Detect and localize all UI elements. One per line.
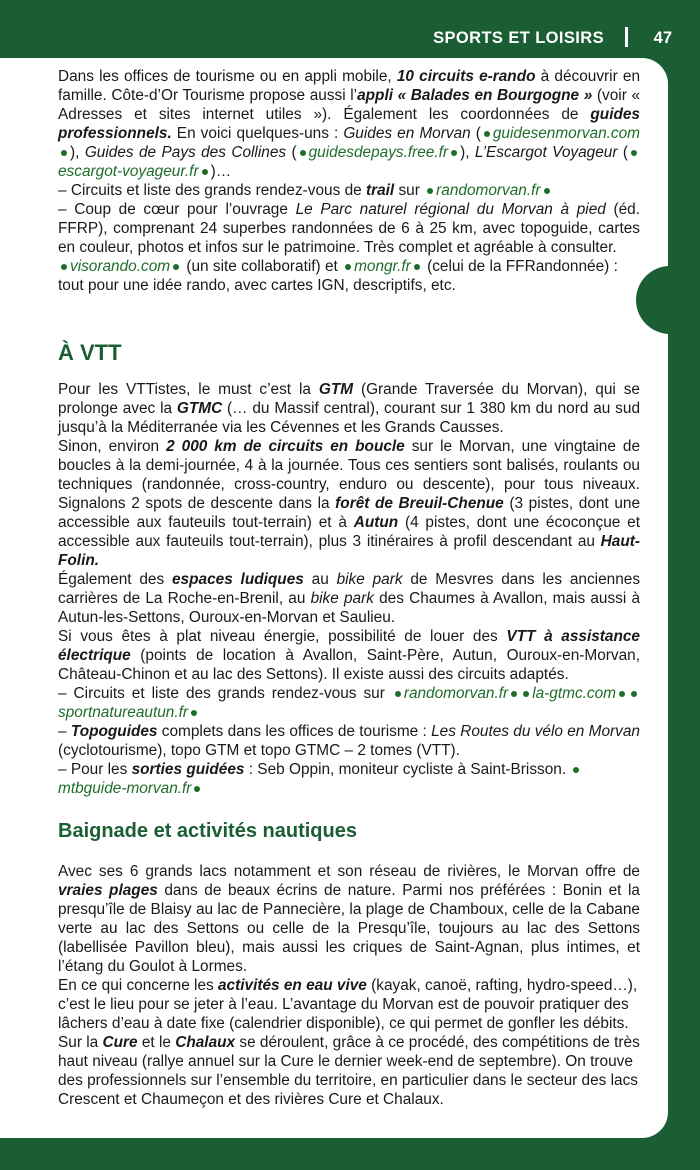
header-separator	[625, 27, 628, 47]
text-run: (un site collaboratif) et	[182, 258, 343, 275]
text-run: (kayak, canoë, rafting, hydro-speed…), c’est le lieu pour se jeter à l’eau. L’avantage du Morvan est de pouvoir pratiquer des lâchers d’eau à date fixe (calendrier disponible), ce qui permet de gonfler les débits. Sur la	[58, 977, 638, 1051]
emphasis-text: espaces ludiques	[172, 571, 304, 588]
emphasis-text: appli « Balades en Bourgogne »	[357, 87, 593, 104]
text-run: Sinon, environ	[58, 438, 167, 455]
emphasis-text: forêt de Breuil-Chenue	[335, 495, 504, 512]
text-run: Pour les VTTistes, le must c’est la	[58, 381, 319, 398]
italic-title: Guides en Morvan	[343, 125, 471, 142]
bullet-dot-icon	[395, 691, 401, 697]
emphasis-text: trail	[365, 182, 395, 199]
chapter-tab	[636, 266, 670, 334]
text-run: (3 pistes, dont une accessible aux fauteuils tout-terrain) et à	[58, 495, 640, 531]
text-run: complets dans les offices de tourisme :	[157, 723, 432, 740]
text-run: Si vous êtes à plat niveau énergie, possibilité de louer des	[58, 628, 507, 645]
text-run: )…	[210, 163, 232, 180]
text-run: à découvrir en famille. Côte-d’Or Tourisme propose aussi l’	[58, 68, 641, 104]
bullet-dot-icon	[202, 169, 208, 175]
paragraph	[58, 200, 640, 257]
paragraph	[58, 760, 640, 798]
website-link[interactable]: mtbguide-morvan.fr	[58, 780, 192, 797]
text-run: – Coup de cœur pour l’ouvrage	[58, 201, 296, 218]
website-link[interactable]: guidesenmorvan.com	[492, 125, 640, 142]
baignade-block	[58, 862, 640, 1109]
italic-title: L’Escargot Voyageur	[474, 144, 618, 161]
text-run: dans de beaux écrins de nature. Parmi nos préférées : Bonin et la presqu’île de Blaisy au lac de Pannecière, la plage de Chamboux, celle de la Cabane verte au lac des Settons ou celle de la Presqu’île, toujours au lac des Settons (labellisée Pavillon bleu), mais aussi les criques de Saint-Agnan, plus intimes, et l’étang du Goulot à Lormes.	[58, 882, 640, 975]
website-link[interactable]: escargot-voyageur.fr	[58, 163, 199, 180]
italic-title: Guides de Pays des Collines	[84, 144, 287, 161]
text-run: Dans les offices de tourisme ou en appli mobile,	[58, 68, 397, 85]
emphasis-text: Cure	[102, 1034, 138, 1051]
bullet-dot-icon	[191, 710, 197, 716]
bullet-dot-icon	[523, 691, 529, 697]
text-run: sur	[394, 182, 425, 199]
website-link[interactable]: la-gtmc.com	[532, 685, 616, 702]
heading-baignade: Baignade et activités nautiques	[58, 820, 357, 842]
text-run: (	[617, 144, 628, 161]
vtt-block	[58, 380, 640, 798]
bullet-dot-icon	[300, 150, 306, 156]
paragraph	[58, 862, 640, 976]
italic-title: Le Parc naturel régional du Morvan à pied	[295, 201, 606, 218]
text-run: (éd. FFRP), comprenant 24 superbes randonnées de 6 à 25 km, avec topoguide, cartes en couleur, photos et infos sur le patrimoine. Très complet et agréable à consulter.	[58, 201, 641, 256]
text-run: – Pour les	[58, 761, 132, 778]
bullet-dot-icon	[544, 188, 550, 194]
bullet-dot-icon	[345, 264, 351, 270]
text-run: (cyclotourisme), topo GTM et topo GTMC – 2 tomes (VTT).	[58, 742, 460, 759]
website-link[interactable]: mongr.fr	[354, 258, 411, 275]
text-run: En voici quelques-uns :	[171, 125, 344, 142]
bullet-dot-icon	[573, 767, 579, 773]
italic-title: bike park	[310, 590, 374, 607]
emphasis-text: VTT à assistance électrique	[58, 628, 640, 664]
heading-vtt: À VTT	[58, 340, 122, 365]
italic-title: bike park	[336, 571, 403, 588]
paragraph	[58, 181, 640, 200]
paragraph	[58, 976, 640, 1109]
text-run: – Circuits et liste des grands rendez-vous de	[58, 182, 366, 199]
emphasis-text: activités en eau vive	[218, 977, 367, 994]
emphasis-text: Autun	[353, 514, 399, 531]
website-link[interactable]: sportnatureautun.fr	[58, 704, 189, 721]
bullet-dot-icon	[173, 264, 179, 270]
italic-title: Les Routes du vélo en Morvan	[431, 723, 640, 740]
emphasis-text: 2 000 km de circuits en boucle	[166, 438, 405, 455]
section-title: SPORTS ET LOISIRS	[433, 29, 604, 47]
paragraph	[58, 627, 640, 684]
text-run: ),	[70, 144, 85, 161]
bullet-dot-icon	[619, 691, 625, 697]
bullet-dot-icon	[484, 131, 490, 137]
website-link[interactable]: guidesdepays.free.fr	[308, 144, 449, 161]
bullet-dot-icon	[631, 150, 637, 156]
emphasis-text: Chalaux	[175, 1034, 236, 1051]
text-run: Avec ses 6 grands lacs notamment et son réseau de rivières, le Morvan offre de	[58, 863, 640, 880]
website-link[interactable]: visorando.com	[70, 258, 171, 275]
text-run: au	[303, 571, 337, 588]
emphasis-text: 10 circuits e-rando	[396, 68, 536, 85]
text-run: se déroulent, grâce à ce procédé, des compétitions de très haut niveau (rallye annuel sur la Cure le dernier week-end de septembre). On trouve des professionnels sur l’ensemble du territoire, en particulier dans le secteur des lacs Crescent et Chaumeçon et des rivières Cure et Chalaux.	[58, 1034, 640, 1108]
emphasis-text: sorties guidées	[131, 761, 245, 778]
paragraph	[58, 67, 640, 181]
bullet-dot-icon	[427, 188, 433, 194]
text-run: (voir « Adresses et sites internet utiles »). Également les coordonnées de	[58, 87, 640, 123]
bullet-dot-icon	[194, 786, 200, 792]
bullet-dot-icon	[511, 691, 517, 697]
paragraph	[58, 380, 640, 437]
website-link[interactable]: randomorvan.fr	[436, 182, 541, 199]
text-run: des Chaumes à Avallon, mais aussi à Autun-les-Settons, Ouroux-en-Morvan et Saulieu.	[58, 590, 640, 626]
intro-rando-block	[58, 67, 640, 295]
text-run: En ce qui concerne les	[58, 977, 218, 994]
emphasis-text: Haut-Folin.	[58, 533, 640, 569]
page-header	[0, 0, 700, 60]
text-run: (celui de la FFRandonnée) : tout pour une idée rando, avec cartes IGN, descriptifs, etc.	[58, 258, 618, 294]
text-run: et le	[137, 1034, 176, 1051]
paragraph	[58, 722, 640, 760]
text-run: (4 pistes, dont une écoconçue et accessible aux fauteuils tout-terrain), plus 3 itinéraires à profil descendant au	[58, 514, 640, 550]
text-run: Également des	[58, 571, 172, 588]
paragraph	[58, 437, 640, 570]
bullet-dot-icon	[414, 264, 420, 270]
text-run: (Grande Traversée du Morvan), qui se prolonge avec la	[58, 381, 640, 417]
bullet-dot-icon	[451, 150, 457, 156]
emphasis-text: GTMC	[176, 400, 223, 417]
website-link[interactable]: randomorvan.fr	[403, 685, 509, 702]
paragraph	[58, 684, 640, 722]
bullet-dot-icon	[61, 264, 67, 270]
page-number: 47	[653, 29, 672, 47]
paragraph	[58, 257, 640, 295]
bullet-dot-icon	[631, 691, 637, 697]
text-run: –	[58, 723, 71, 740]
text-run: – Circuits et liste des grands rendez-vous sur	[58, 685, 392, 702]
bullet-dot-icon	[61, 150, 67, 156]
emphasis-text: guides professionnels.	[58, 106, 640, 142]
text-run: (… du Massif central), courant sur 1 380 km du nord au sud jusqu’à la Méditerranée via les Cévennes et les Grands Causses.	[58, 400, 640, 436]
text-run: (	[470, 125, 481, 142]
emphasis-text: vraies plages	[58, 882, 158, 899]
text-run: de Mesvres dans les anciennes carrières de La Roche-en-Brenil, au	[58, 571, 641, 607]
text-run: ),	[460, 144, 475, 161]
paragraph	[58, 570, 640, 627]
text-run: (points de location à Avallon, Saint-Père, Autun, Ouroux-en-Morvan, Château-Chinon et au lac des Settons). Il existe aussi des circuits adaptés.	[58, 647, 640, 683]
text-run: : Seb Oppin, moniteur cycliste à Saint-Brisson.	[244, 761, 571, 778]
emphasis-text: Topoguides	[70, 723, 158, 740]
text-run: (	[286, 144, 297, 161]
emphasis-text: GTM	[318, 381, 354, 398]
text-run: sur le Morvan, une vingtaine de boucles à la demi-journée, 4 à la journée. Tous ces sentiers sont balisés, roulants ou techniques (randonnée, cross-country, enduro ou descente), pour tous niveaux. Signalons 2 spots de descente dans la	[58, 438, 641, 512]
